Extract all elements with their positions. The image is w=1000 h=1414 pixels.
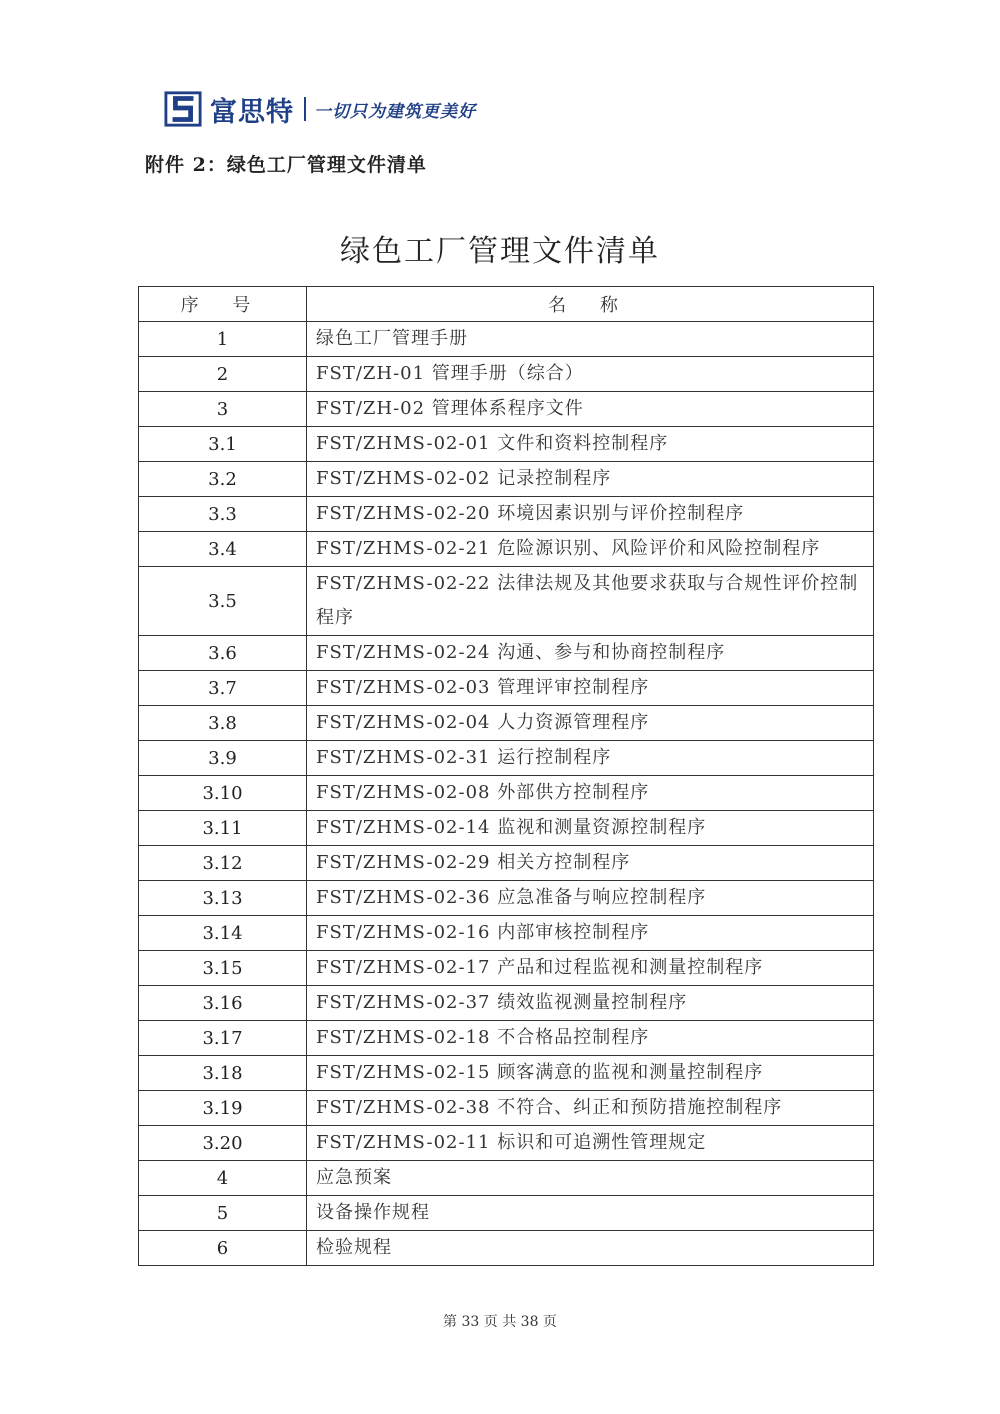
table-row xyxy=(139,986,874,1021)
row-number: 1 xyxy=(139,322,307,357)
table-row xyxy=(139,846,874,881)
row-number: 3.20 xyxy=(139,1126,307,1161)
document-name: FST/ZHMS-02-29 相关方控制程序 xyxy=(307,846,874,881)
document-name: FST/ZH-02 管理体系程序文件 xyxy=(307,392,874,427)
row-number: 3.11 xyxy=(139,811,307,846)
attachment-label: 附件 2：绿色工厂管理文件清单 xyxy=(145,154,427,176)
row-number: 3.9 xyxy=(139,741,307,776)
brand-name: 富思特 xyxy=(210,96,294,128)
row-number: 3.17 xyxy=(139,1021,307,1056)
table-row xyxy=(139,1196,874,1231)
row-number: 3.4 xyxy=(139,532,307,567)
column-header-name: 名 称 xyxy=(307,287,874,322)
document-name: FST/ZH-01 管理手册（综合） xyxy=(307,357,874,392)
row-number: 3.12 xyxy=(139,846,307,881)
document-name: FST/ZHMS-02-03 管理评审控制程序 xyxy=(307,671,874,706)
document-name: FST/ZHMS-02-11 标识和可追溯性管理规定 xyxy=(307,1126,874,1161)
row-number: 3.13 xyxy=(139,881,307,916)
row-number: 3.1 xyxy=(139,427,307,462)
document-name: FST/ZHMS-02-37 绩效监视测量控制程序 xyxy=(307,986,874,1021)
document-name: FST/ZHMS-02-15 顾客满意的监视和测量控制程序 xyxy=(307,1056,874,1091)
table-row xyxy=(139,497,874,532)
document-name: FST/ZHMS-02-16 内部审核控制程序 xyxy=(307,916,874,951)
document-name: FST/ZHMS-02-31 运行控制程序 xyxy=(307,741,874,776)
column-header-no: 序 号 xyxy=(139,287,307,322)
document-name: 应急预案 xyxy=(307,1161,874,1196)
table-row xyxy=(139,1056,874,1091)
document-name: FST/ZHMS-02-18 不合格品控制程序 xyxy=(307,1021,874,1056)
row-number: 3.16 xyxy=(139,986,307,1021)
row-number: 3.2 xyxy=(139,462,307,497)
document-name: FST/ZHMS-02-17 产品和过程监视和测量控制程序 xyxy=(307,951,874,986)
document-name: FST/ZHMS-02-38 不符合、纠正和预防措施控制程序 xyxy=(307,1091,874,1126)
document-name: FST/ZHMS-02-02 记录控制程序 xyxy=(307,462,874,497)
table-row xyxy=(139,567,874,636)
page-header xyxy=(164,88,476,130)
document-name: FST/ZHMS-02-21 危险源识别、风险评价和风险控制程序 xyxy=(307,532,874,567)
table-row xyxy=(139,1161,874,1196)
table-row xyxy=(139,881,874,916)
table-row xyxy=(139,951,874,986)
document-name: 设备操作规程 xyxy=(307,1196,874,1231)
table-row xyxy=(139,706,874,741)
table-row xyxy=(139,776,874,811)
document-name: FST/ZHMS-02-04 人力资源管理程序 xyxy=(307,706,874,741)
row-number: 3.18 xyxy=(139,1056,307,1091)
document-name: 绿色工厂管理手册 xyxy=(307,322,874,357)
page-footer: 第 33 页 共 38 页 xyxy=(443,1314,557,1330)
table-row xyxy=(139,741,874,776)
table-header-row xyxy=(139,287,874,322)
row-number: 3.19 xyxy=(139,1091,307,1126)
row-number: 3.14 xyxy=(139,916,307,951)
table-row xyxy=(139,532,874,567)
file-list-table xyxy=(138,286,874,1266)
table-body xyxy=(139,322,874,1266)
row-number: 3.3 xyxy=(139,497,307,532)
table-row xyxy=(139,392,874,427)
brand-slogan: 一切只为建筑更美好 xyxy=(314,101,476,122)
document-name: FST/ZHMS-02-08 外部供方控制程序 xyxy=(307,776,874,811)
document-name: FST/ZHMS-02-01 文件和资料控制程序 xyxy=(307,427,874,462)
table-row xyxy=(139,462,874,497)
table-row xyxy=(139,1126,874,1161)
document-name: FST/ZHMS-02-24 沟通、参与和协商控制程序 xyxy=(307,636,874,671)
row-number: 3 xyxy=(139,392,307,427)
table-row xyxy=(139,671,874,706)
table-row xyxy=(139,636,874,671)
document-name: FST/ZHMS-02-20 环境因素识别与评价控制程序 xyxy=(307,497,874,532)
row-number: 3.8 xyxy=(139,706,307,741)
row-number: 4 xyxy=(139,1161,307,1196)
document-name: FST/ZHMS-02-22 法律法规及其他要求获取与合规性评价控制程序 xyxy=(307,567,874,636)
row-number: 2 xyxy=(139,357,307,392)
table-row xyxy=(139,811,874,846)
table-row xyxy=(139,1021,874,1056)
row-number: 3.6 xyxy=(139,636,307,671)
table-row xyxy=(139,916,874,951)
table-row xyxy=(139,357,874,392)
document-title: 绿色工厂管理文件清单 xyxy=(340,234,660,269)
row-number: 3.10 xyxy=(139,776,307,811)
row-number: 5 xyxy=(139,1196,307,1231)
table-row xyxy=(139,1091,874,1126)
table-row xyxy=(139,1231,874,1266)
row-number: 3.5 xyxy=(139,567,307,636)
brand-divider xyxy=(304,97,306,121)
row-number: 3.7 xyxy=(139,671,307,706)
row-number: 3.15 xyxy=(139,951,307,986)
fst-s-logo-icon xyxy=(164,90,202,128)
document-name: FST/ZHMS-02-36 应急准备与响应控制程序 xyxy=(307,881,874,916)
document-name: 检验规程 xyxy=(307,1231,874,1266)
table-row xyxy=(139,322,874,357)
document-name: FST/ZHMS-02-14 监视和测量资源控制程序 xyxy=(307,811,874,846)
row-number: 6 xyxy=(139,1231,307,1266)
table-row xyxy=(139,427,874,462)
